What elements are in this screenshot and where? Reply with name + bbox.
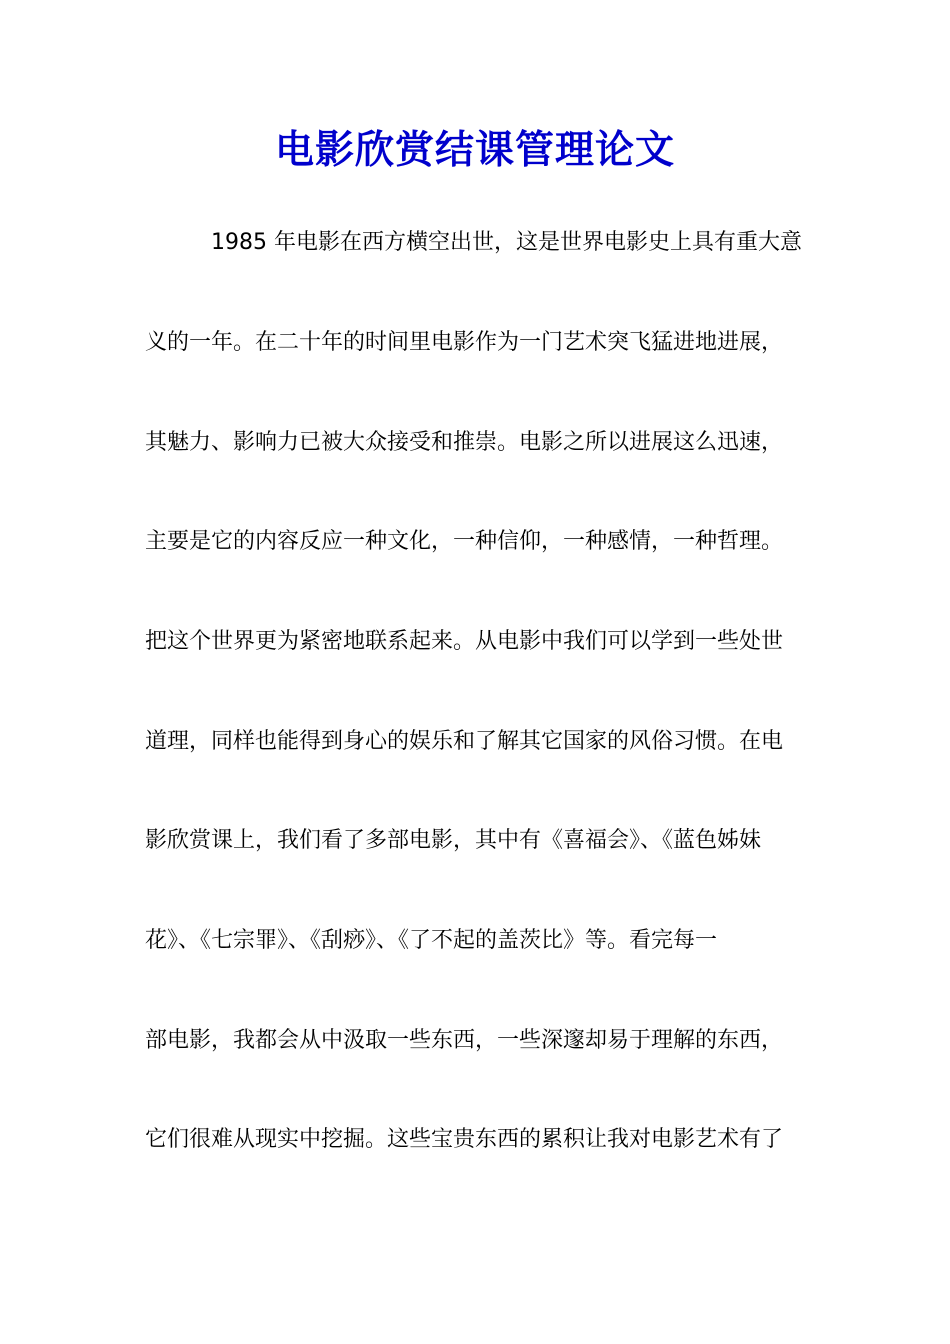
body-line-8: 花》、《七宗罪》、《刮痧》、《了不起的盖茨比》等。看完每一 [145,928,718,953]
body-line-6: 道理，同样也能得到身心的娱乐和了解其它国家的风俗习惯。在电 [145,729,784,754]
body-line-3: 其魅力、影响力已被大众接受和推崇。电影之所以进展这么迅速， [145,430,784,455]
body-line-5: 把这个世界更为紧密地联系起来。从电影中我们可以学到一些处世 [145,629,784,654]
body-line-2: 义的一年。在二十年的时间里电影作为一门艺术突飞猛进地进展， [145,330,784,355]
body-line-4: 主要是它的内容反应一种文化，一种信仰，一种感情，一种哲理。 [145,529,784,554]
body-line-1: 1985 年电影在西方横空出世，这是世界电影史上具有重大意 [211,230,802,255]
body-line-10: 它们很难从现实中挖掘。这些宝贵东西的累积让我对电影艺术有了 [145,1127,784,1152]
body-line-9: 部电影，我都会从中汲取一些东西，一些深邃却易于理解的东西， [145,1028,784,1053]
body-line-7: 影欣赏课上，我们看了多部电影，其中有《喜福会》、《蓝色姊妹 [145,828,762,853]
document-title: 电影欣赏结课管理论文 [274,127,675,173]
